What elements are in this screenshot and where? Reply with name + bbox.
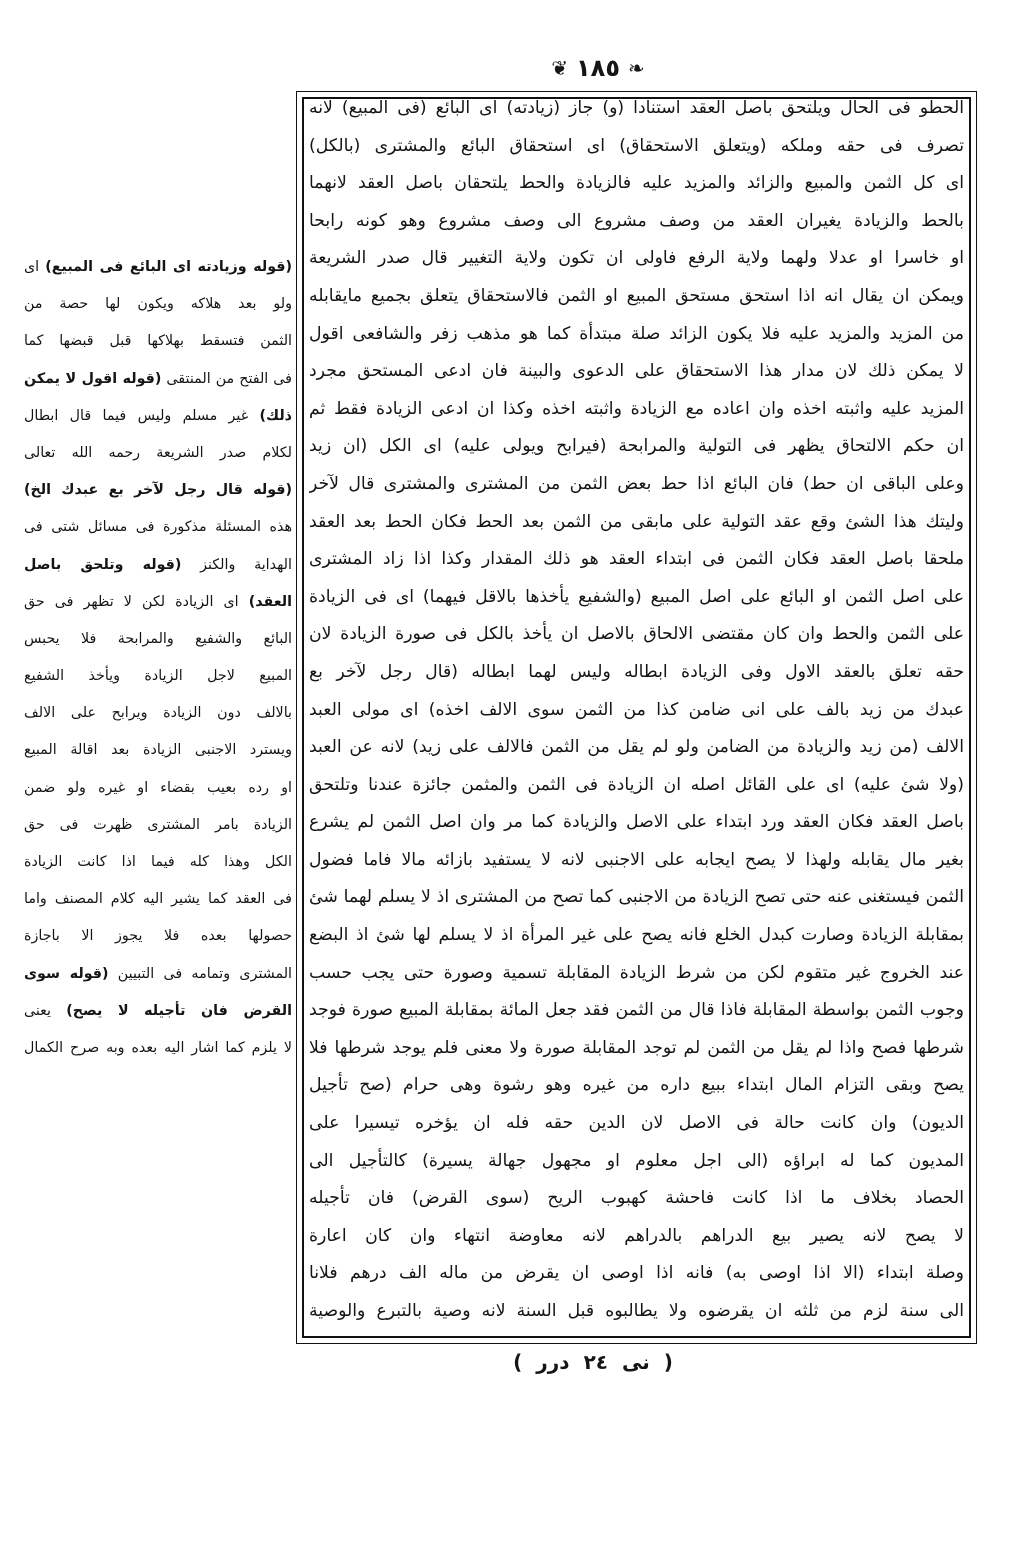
main-text-line: على الثمن والحط وان كان مقتضى الالحاق بالاصل ان يأخذ بالكل فى صورة الزيادة لان (309, 624, 964, 645)
margin-note-text: بالالف دون الزيادة ويرابح على الالف (24, 705, 292, 722)
commentary-lemma: العقد) (248, 593, 292, 610)
margin-note-text: فى العقد كما يشير اليه كلام المصنف واما (24, 891, 292, 908)
margin-note-line (24, 770, 292, 807)
margin-note-text: حصولها بعده فلا يجوز الا باجازة (24, 928, 292, 945)
main-text-line: وجوب الثمن بواسطة المقابلة فاذا قال من الثمن فقد جعل المائة بمقابلة المبيع صورة فوجد (309, 1000, 964, 1021)
signature-close-paren: ) (663, 1350, 673, 1374)
margin-note-text: اى (24, 259, 46, 275)
main-text-line: وعلى الباقى ان حط) فان البائع اذا حط بعض الثمن من المشترى والمشترى قال لآخر (309, 473, 964, 494)
main-text-line: الديون) وان كانت حالة فى الاصل لان الدين حقه فله ان يؤخره تيسيرا على (309, 1113, 964, 1134)
main-text-line: الحصاد بخلاف ما اذا كانت فاحشة كهبوب الريح (سوى القرض) فان تأجيله (309, 1188, 964, 1209)
margin-note-text: الزيادة بامر المشترى ظهرت فى حق (24, 816, 292, 833)
margin-note-text: اى الزيادة لكن لا تظهر فى حق (24, 593, 249, 610)
margin-note-text: ولو بعد هلاكه ويكون لها حصة من (24, 296, 292, 313)
margin-note-text: البائع والشفيع والمرابحة فلا يحبس (24, 630, 292, 647)
margin-note-text: لا يلزم كما اشار اليه بعده وبه صرح الكمال (24, 1039, 292, 1056)
commentary-lemma: القرض فان تأجيله لا يصح) (66, 1002, 292, 1019)
main-text-line: حقه تعلق بالعقد الاول وفى الزيادة ابطاله وليس لهما ابطاله (قال رجل لآخر بع (309, 661, 964, 682)
main-text-block (309, 90, 964, 1331)
margin-note-line (24, 732, 292, 769)
main-text-line: على اصل الثمن او البائع على اصل المبيع (والشفيع يأخذها بالاقل فيهما) اى فى الزيادة (309, 586, 964, 607)
commentary-lemma: (قوله وتلحق باصل (24, 556, 182, 573)
margin-note-line (24, 695, 292, 732)
margin-note-line (24, 918, 292, 955)
margin-note-line (24, 807, 292, 844)
page-number: ١٨٥ (576, 54, 620, 82)
margin-note-line (24, 435, 292, 472)
margin-note-line (24, 547, 292, 584)
commentary-lemma: (قوله سوى (24, 965, 109, 982)
commentary-lemma: (قوله اقول لا يمكن (24, 370, 162, 387)
margin-note-line (24, 993, 292, 1030)
main-text-line: بالحط والزيادة يغيران العقد من وصف مشروع الى وصف مشروع وهو كونه رابحا (309, 210, 964, 231)
margin-commentary (24, 249, 292, 1067)
main-text-line: ملحقا باصل العقد فكان الثمن فى ابتداء العقد هو ذلك المقدار وكذا اذا زاد المشترى (309, 549, 964, 570)
margin-note-line (24, 361, 292, 398)
margin-note-text: فى الفتح من المنتقى (161, 370, 292, 387)
main-text-line: شرطها فصح واذا لم يقل من الثمن لم توجد المقابلة صورة ولا معنى فلم يوجد شرطها فلا (309, 1037, 964, 1058)
margin-note-line (24, 621, 292, 658)
signature-mark: نى (621, 1350, 650, 1374)
main-text-line: ان حكم الالتحاق يظهر فى التولية والمرابحة (فيرابح ويولى عليه) اى الكل (ان زيد (309, 436, 964, 457)
margin-note-text: لكلام صدر الشريعة رحمه الله تعالى (24, 444, 292, 461)
main-text-line: المديون كما له ابراؤه (الى اجل معلوم او مجهول جهالة يسيرة) كالتأجيل الى (309, 1150, 964, 1171)
margin-note-text: الكل وهذا كله فيما اذا كانت الزيادة (24, 854, 292, 870)
margin-note-text: يعنى (24, 1002, 67, 1019)
margin-note-line (24, 1030, 292, 1067)
margin-note-line (24, 398, 292, 435)
margin-note-line (24, 509, 292, 546)
margin-note-text: المبيع لاجل الزيادة ويأخذ الشفيع (24, 668, 292, 685)
margin-note-line (24, 658, 292, 695)
main-text-line: تصرف فى حقه وملكه (ويتعلق الاستحقاق) اى استحقاق البائع والمشترى (بالكل) (309, 135, 964, 156)
main-text-line: ويمكن ان يقال انه اذا استحق مستحق المبيع او الثمن فالاستحقاق يتعلق بجميع مايقابله (309, 285, 964, 306)
main-text-line: الحطو فى الحال ويلتحق باصل العقد استنادا (و) جاز (زيادته) اى البائع (فى المبيع) لانه (309, 98, 964, 118)
margin-note-line (24, 584, 292, 621)
main-text-line: من المزيد والمزيد عليه فلا يكون الزائد صلة مبتدأة كما هو مذهب زفر والشافعى اقول (309, 323, 964, 344)
margin-note-text: هذه المسئلة مذكورة فى مسائل شتى فى (24, 519, 292, 536)
main-text-line: عبدك من زيد بالف على انى ضامن كذا من الثمن سوى الالف اخذه) اى مولى العبد (309, 699, 964, 720)
main-text-line: لا يمكن ذلك لان مدار هذا الاستحقاق على الدعوى والبينة فان ادعى المستحق مجرد (309, 361, 964, 382)
main-text-line: او خاسرا او عدلا ولهما ولاية الرفع فاولى ان تكون ولاية التغيير قال صدر الشريعة (309, 248, 964, 269)
margin-note-line (24, 249, 292, 286)
main-text-line: اى كل الثمن والمبيع والزائد والمزيد عليه فالزيادة والحط يلتحقان باصل العقد لانهما (309, 173, 964, 194)
signature-number: ٢٤ (583, 1350, 608, 1374)
margin-note-line (24, 323, 292, 360)
margin-note-line (24, 472, 292, 509)
main-text-line: بمقابلة الزيادة وصارت كبدل الخلع فانه يصح على غير المرأة اذ لا يسلم لها شئ اذ البضع (309, 925, 964, 946)
main-text-line: لا يصح لانه يصير بيع الدراهم بالدراهم لانه معاوضة انتهاء وان كان اعارة (309, 1225, 964, 1246)
floral-ornament-icon (551, 50, 568, 86)
margin-note-text: المشترى وتمامه فى التبيين (108, 965, 292, 982)
margin-note-line (24, 881, 292, 918)
printer-signature (508, 1344, 678, 1380)
main-text-line: الثمن فيستغنى عنه حتى تصح الزيادة من الاجنبى كما تصح من المشترى اذ لا يسلم لهما شئ (309, 887, 964, 908)
margin-note-text: الثمن فتسقط بهلاكها قبل قبضها كما (24, 333, 292, 350)
signature-open-paren: ( (513, 1350, 523, 1374)
main-text-line: باصل العقد فكان العقد ورد ابتداء على الاصل والزيادة كما مر وان اصل الثمن لم يشرع (309, 812, 964, 833)
commentary-lemma: (قوله وزيادته اى البائع فى المبيع) (45, 259, 292, 275)
margin-note-text: الهداية والكنز (181, 556, 292, 573)
commentary-lemma: (قوله قال رجل لآخر بع عبدك الخ) (24, 482, 292, 499)
floral-ornament-icon (628, 50, 645, 86)
margin-note-text: غير مسلم وليس فيما قال ابطال (24, 407, 260, 424)
main-text-line: يصح وبقى التزام المال ابتداء ببيع داره من غيره وهو رشوة وهى حرام (صح تأجيل (309, 1075, 964, 1096)
main-text-line: المزيد عليه واثبته اخذه وان اعاده مع الزيادة واثبته اخذه وكذا ان ادعى الزيادة فقط ثم (309, 398, 964, 419)
main-text-line: الى سنة لزم من ثلثه ان يقرضوه ولا يطالبوه قبل السنة لانه وصية بالتبرع والوصية (309, 1301, 964, 1321)
page-header (528, 50, 668, 86)
main-text-line: وصلة ابتداء (الا اذا اوصى به) فانه اذا اوصى ان يقرض من ماله الف درهم فلانا (309, 1263, 964, 1284)
main-text-line: الالف (من زيد والزيادة من الضامن ولو لم يقل من الثمن فالالف على زيد) لانه عن العبد (309, 737, 964, 758)
commentary-lemma: ذلك) (259, 407, 292, 424)
main-text-line: عند الخروج غير متقوم لكن من شرط الزيادة المقابلة تسمية وصورة حتى يجب حسب (309, 962, 964, 983)
main-text-line: وليتك هذا الشئ وقع عقد التولية على مابقى من الثمن بعد الحط فكان الحط بعد العقد (309, 511, 964, 532)
margin-note-text: ويسترد الاجنبى الزيادة بعد اقالة المبيع (24, 742, 292, 759)
margin-note-line (24, 956, 292, 993)
signature-book-title: درر (536, 1350, 570, 1374)
margin-note-line (24, 844, 292, 881)
main-text-line: بغير مال يقابله ولهذا لا يصح ايجابه على الاجنبى لانه لا يستفيد بازائه مالا فاما فضول (309, 849, 964, 870)
margin-note-line (24, 286, 292, 323)
margin-note-text: او رده بعيب بقضاء او غيره ولو ضمن (24, 779, 292, 796)
main-text-line: (ولا شئ عليه) اى على القائل اصله ان الزيادة فى الثمن والمثمن جائزة عندنا وتلتحق (309, 774, 964, 795)
